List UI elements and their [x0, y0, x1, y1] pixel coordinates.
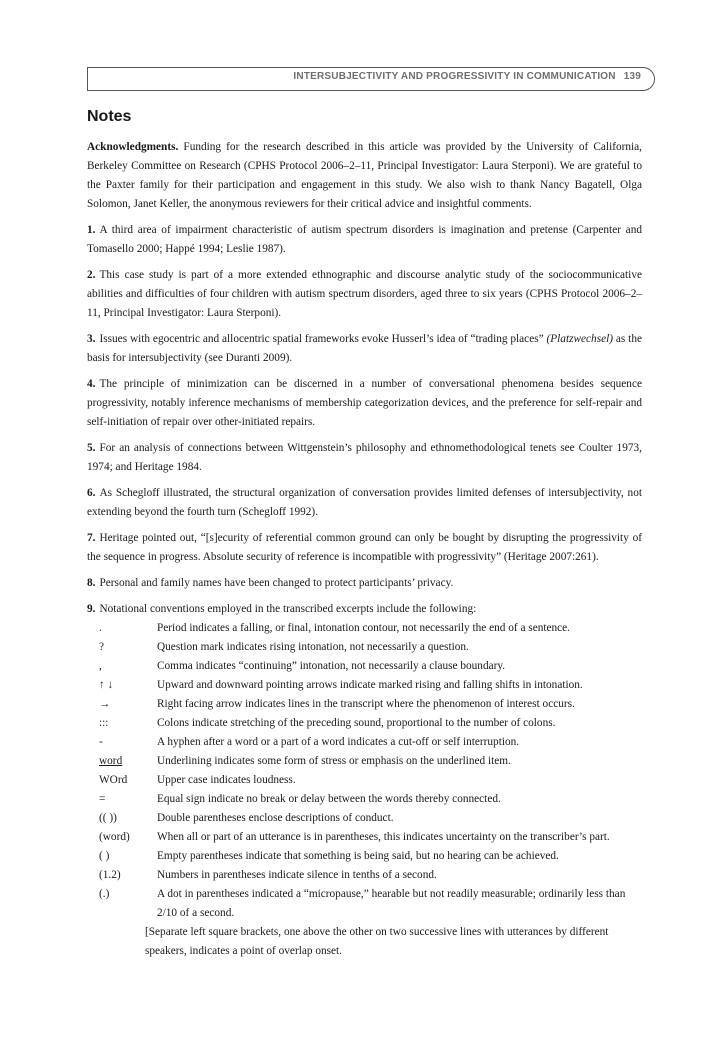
convention-description: Colons indicate stretching of the preceding sound, proportional to the number of colons. [157, 717, 556, 729]
note-9 [87, 600, 642, 961]
convention-description: Underlining indicates some form of stress or emphasis on the underlined item. [157, 755, 511, 767]
convention-description: Comma indicates “continuing” intonation, not necessarily a clause boundary. [157, 660, 506, 672]
note-number: 1. [87, 224, 96, 236]
convention-description: Double parentheses enclose descriptions of conduct. [157, 812, 394, 824]
page-number: 139 [623, 71, 641, 82]
convention-description: Equal sign indicate no break or delay between the words thereby connected. [157, 793, 501, 805]
note-italic-term: (Platzwechsel) [546, 333, 614, 345]
convention-symbol: . [99, 622, 102, 634]
convention-symbol: - [99, 736, 103, 748]
note-number: 9. [87, 603, 96, 615]
note-number: 8. [87, 577, 96, 589]
note-5 [87, 439, 642, 477]
note-text: Issues with egocentric and allocentric spatial frameworks evoke Husserl’s idea of “trading places” [99, 333, 544, 345]
note-text: A third area of impairment characteristic of autism spectrum disorders is imagination and pretense (Carpenter and Tomasello 2000; Happé 1994; Leslie 1987). [87, 224, 642, 255]
convention-description: [Separate left square brackets, one above the other on two successive lines with utterances by different speakers, indicates a point of overlap onset. [145, 926, 609, 957]
convention-symbol: ? [99, 641, 105, 653]
note-9-intro [87, 600, 642, 619]
note-text: For an analysis of connections between Wittgenstein’s philosophy and ethnomethodological tenets see Coulter 1973, 1974; and Heritage 1984. [87, 442, 642, 473]
note-text-after: as the basis for intersubjectivity (see Duranti 2009). [87, 333, 642, 364]
note-text: Notational conventions employed in the transcribed excerpts include the following: [99, 603, 477, 615]
note-text: The principle of minimization can be discerned in a number of conversational phenomena besides sequence progressivity, notably inference mechanisms of membership categorization devices, and the preference for self-repair and self-initiation of repair over other-initiated repairs. [87, 378, 642, 428]
running-header [293, 71, 641, 82]
acknowledgments-text: Funding for the research described in this article was provided by the University of California, Berkeley Committee on Research (CPHS Protocol 2006–2–11, Principal Investigator: Laura Sterponi). We are grateful to the Paxter family for their participation and engagement in this study. We also wish to thank Nancy Bagatell, Olga Solomon, Janet Keller, the anonymous reviewers for their critical advice and insightful comments. [87, 141, 643, 210]
notation-conventions-list [87, 619, 642, 961]
convention-symbol: ↑ ↓ [99, 679, 114, 691]
convention-symbol: WOrd [99, 774, 128, 786]
convention-symbol: = [99, 793, 106, 805]
convention-row [87, 866, 642, 885]
note-number: 2. [87, 269, 96, 281]
convention-continuation [87, 923, 642, 961]
notes-body [87, 138, 642, 961]
convention-row [87, 790, 642, 809]
convention-row [87, 771, 642, 790]
note-6 [87, 484, 642, 522]
note-text: Heritage pointed out, “[s]ecurity of referential common ground can only be bought by disrupting the progressivity of the sequence in progress. Absolute security of reference is incompatible with progressivity” (Heritage 2007:261). [87, 532, 642, 563]
convention-description: Numbers in parentheses indicate silence in tenths of a second. [157, 869, 437, 881]
note-text: Personal and family names have been changed to protect participants’ privacy. [99, 577, 454, 589]
convention-symbol: (word) [99, 831, 130, 843]
note-8 [87, 574, 642, 593]
note-3 [87, 330, 642, 368]
convention-row [87, 638, 642, 657]
convention-description: Right facing arrow indicates lines in the transcript where the phenomenon of interest occurs. [157, 698, 575, 710]
convention-row [87, 809, 642, 828]
note-2 [87, 266, 642, 323]
note-7 [87, 529, 642, 567]
note-4 [87, 375, 642, 432]
convention-symbol: (( )) [99, 812, 117, 824]
convention-row [87, 847, 642, 866]
convention-description: When all or part of an utterance is in parentheses, this indicates uncertainty on the transcriber’s part. [157, 831, 610, 843]
convention-symbol: (1.2) [99, 869, 121, 881]
convention-symbol: → [99, 698, 111, 710]
convention-row [87, 752, 642, 771]
convention-row [87, 714, 642, 733]
convention-row [87, 619, 642, 638]
acknowledgments-label: Acknowledgments. [87, 141, 179, 153]
convention-row [87, 733, 642, 752]
convention-row [87, 885, 642, 923]
note-text: This case study is part of a more extended ethnographic and discourse analytic study of the sociocommunicative abilities and difficulties of four children with autism spectrum disorders, aged three to six years (CPHS Protocol 2006–2–11, Principal Investigator: Laura Sterponi). [87, 269, 642, 319]
note-text: As Schegloff illustrated, the structural organization of conversation provides limited defenses of intersubjectivity, not extending beyond the fourth turn (Schegloff 1992). [87, 487, 642, 518]
convention-description: Question mark indicates rising intonation, not necessarily a question. [157, 641, 469, 653]
convention-row [87, 657, 642, 676]
convention-row [87, 828, 642, 847]
convention-description: A dot in parentheses indicated a “micropause,” hearable but not readily measurable; ordinarily less than 2/10 of a second. [157, 888, 626, 919]
note-number: 3. [87, 333, 96, 345]
running-title: INTERSUBJECTIVITY AND PROGRESSIVITY IN COMMUNICATION [293, 71, 616, 82]
convention-symbol: ( ) [99, 850, 110, 862]
acknowledgments-paragraph [87, 138, 642, 214]
convention-description: A hyphen after a word or a part of a word indicates a cut-off or self interruption. [157, 736, 520, 748]
convention-row [87, 676, 642, 695]
convention-description: Upper case indicates loudness. [157, 774, 296, 786]
convention-description: Empty parentheses indicate that something is being said, but no hearing can be achieved. [157, 850, 559, 862]
convention-symbol: (.) [99, 888, 110, 900]
convention-description: Upward and downward pointing arrows indicate marked rising and falling shifts in intonation. [157, 679, 583, 691]
convention-row [87, 695, 642, 714]
convention-symbol: ::: [99, 717, 109, 729]
section-title: Notes [87, 108, 132, 125]
convention-description: Period indicates a falling, or final, intonation contour, not necessarily the end of a sentence. [157, 622, 571, 634]
convention-symbol-underlined: word [99, 755, 123, 767]
convention-symbol: , [99, 660, 102, 672]
note-number: 6. [87, 487, 96, 499]
note-number: 5. [87, 442, 96, 454]
note-1 [87, 221, 642, 259]
note-number: 4. [87, 378, 96, 390]
note-number: 7. [87, 532, 96, 544]
